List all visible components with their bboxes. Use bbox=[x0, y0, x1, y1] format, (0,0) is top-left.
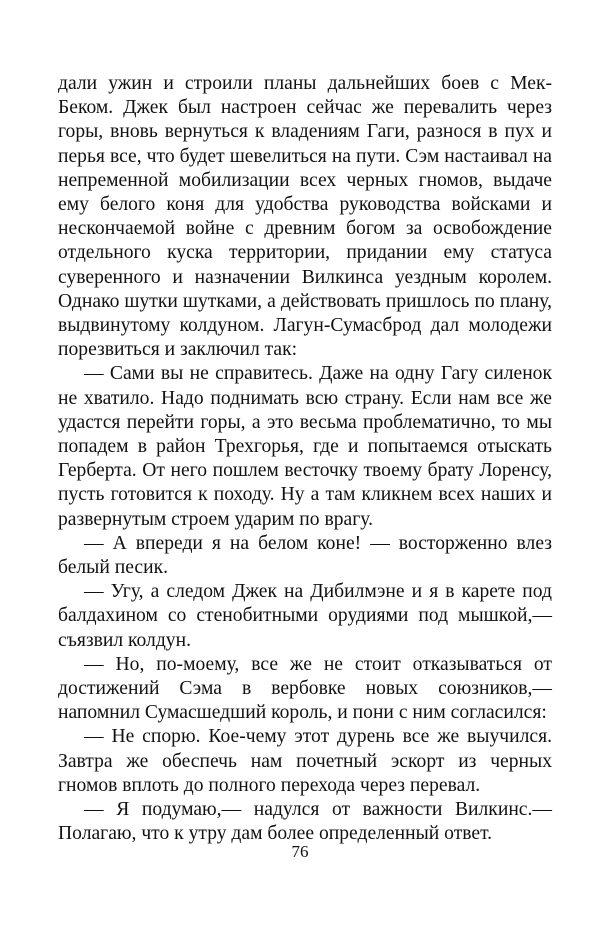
page-body bbox=[58, 72, 552, 847]
page-number: 76 bbox=[291, 842, 309, 861]
paragraph-3: — А впереди я на белом коне! — восторженно влез белый песик. bbox=[58, 532, 552, 579]
paragraph-1: дали ужин и строили планы дальнейших боев с Мек-Беком. Джек был настроен сейчас же перевалить через горы, вновь вернуться к владениям Гаги, разнося в пух и перья все, что будет шевелиться на пути. Сэм настаивал на непременной мобилизации всех черных гномов, выдаче ему белого коня для удобства руководства войсками и нескончаемой войне с древним богом за освобождение отдельного куска территории, придании ему статуса суверенного и назначении Вилкинса уездным королем. Однако шутки шутками, а действовать пришлось по плану, выдвинутому колдуном. Лагун-Сумасброд дал молодежи порезвиться и заключил так: bbox=[58, 73, 552, 361]
paragraph-6: — Не спорю. Кое-чему этот дурень все же выучился. Завтра же обеспечь нам почетный эскорт из черных гномов вплоть до полного перехода через перевал. bbox=[58, 726, 552, 796]
paragraph-5: — Но, по-моему, все же не стоит отказываться от достижений Сэма в вербовке новых союзников,— напомнил Сумасшедший король, и пони с ним согласился: bbox=[58, 653, 552, 724]
paragraph-7: — Я подумаю,— надулся от важности Вилкинс.— Полагаю, что к утру дам более определенный ответ. bbox=[58, 799, 552, 845]
paragraph-4: — Угу, а следом Джек на Дибилмэне и я в карете под балдахином со стенобитными орудиями под мышкой,— съязвил колдун. bbox=[58, 581, 552, 651]
paragraph-2: — Сами вы не справитесь. Даже на одну Гагу силенок не хватило. Надо поднимать всю страну. Если нам все же удастся перейти горы, а это весьма проблематично, то мы попадем в район Трехгорья, где и попытаемся отыскать Герберта. От него пошлем весточку твоему брату Лоренсу, пусть готовится к походу. Ну а там кликнем всех наших и развернутым строем ударим по врагу. bbox=[58, 363, 552, 530]
